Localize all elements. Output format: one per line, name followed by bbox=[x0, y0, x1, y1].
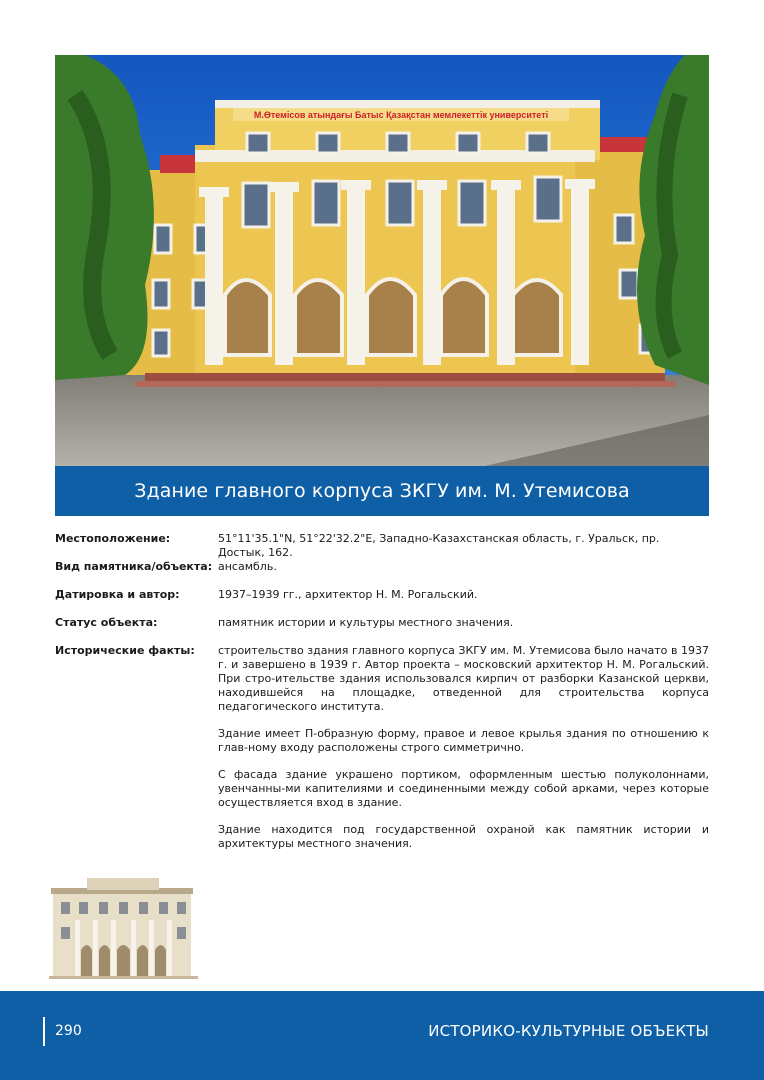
type-label: Вид памятника/объекта: bbox=[55, 560, 213, 573]
type-row bbox=[55, 560, 709, 588]
facts-text bbox=[218, 644, 709, 864]
photo-caption: Здание главного корпуса ЗКГУ им. М. Утемисова bbox=[55, 466, 709, 516]
status-row bbox=[55, 616, 709, 644]
facts-label: Исторические факты: bbox=[55, 644, 195, 657]
location-row bbox=[55, 532, 709, 560]
location-value: 51°11'35.1"N, 51°22'32.2"E, Западно-Казахстанская область, г. Уральск, пр. Достык, 162. bbox=[218, 532, 660, 559]
status-value: памятник истории и культуры местного значения. bbox=[218, 616, 514, 629]
date-label: Датировка и автор: bbox=[55, 588, 180, 601]
facts-row bbox=[55, 644, 709, 864]
location-label: Местоположение: bbox=[55, 532, 171, 545]
photo-sign-text: М.Өтемісов атындағы Батыс Қазақстан мемлекеттік университеті bbox=[253, 110, 549, 120]
facts-paragraph: Здание имеет П-образную форму, правое и левое крылья здания по отношению к глав-ному входу расположены строго симметрично. bbox=[218, 727, 709, 754]
type-value: ансамбль. bbox=[218, 560, 277, 573]
page-number: 290 bbox=[55, 1023, 82, 1039]
facts-paragraph: строительство здания главного корпуса ЗКГУ им. М. Утемисова было начато в 1937 г. и завершено в 1939 г. Автор проекта – московский архитектор Н. М. Рогальский. При стро-ительстве здания использовался кирпич от разборки Казанской церкви, находившейся на площадке, отведенной для строительства корпуса педагогического института. bbox=[218, 644, 709, 713]
building-sketch-image bbox=[47, 872, 200, 980]
section-title: ИСТОРИКО-КУЛЬТУРНЫЕ ОБЪЕКТЫ bbox=[428, 1022, 709, 1040]
status-label: Статус объекта: bbox=[55, 616, 158, 629]
building-photo bbox=[55, 55, 709, 466]
facts-paragraph: С фасада здание украшено портиком, оформленным шестью полуколоннами, увенчанны-ми капителиями и соединенными между собой арками, через которые осуществляется вход в здание. bbox=[218, 768, 709, 809]
footer-divider bbox=[43, 1017, 45, 1046]
facts-paragraph: Здание находится под государственной охраной как памятник истории и архитектуры местного значения. bbox=[218, 823, 709, 850]
page-footer bbox=[0, 991, 764, 1080]
date-value: 1937–1939 гг., архитектор Н. М. Рогальский. bbox=[218, 588, 478, 601]
date-row bbox=[55, 588, 709, 616]
object-info bbox=[55, 532, 709, 864]
